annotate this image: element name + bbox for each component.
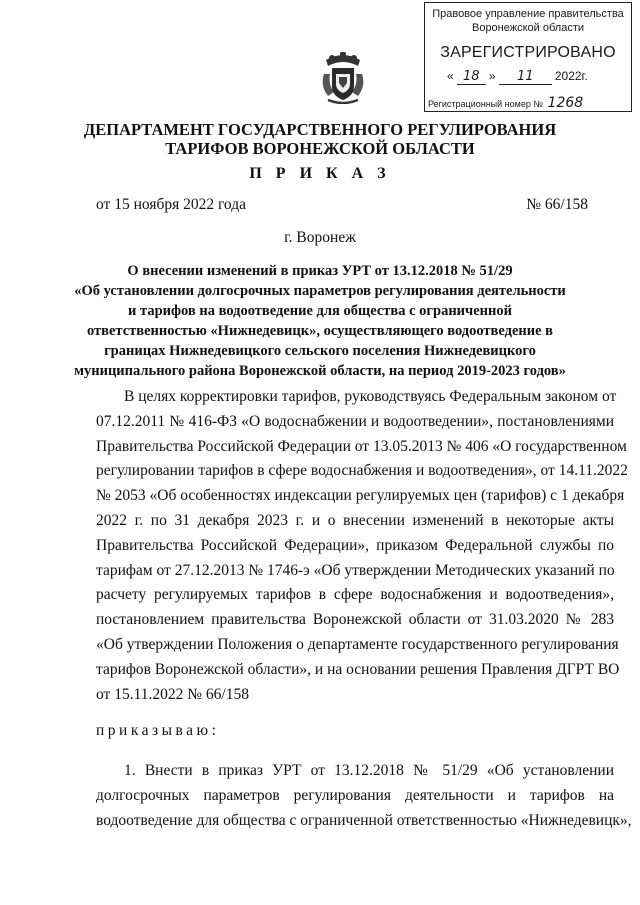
stamp-date <box>447 69 588 84</box>
department-title-line1: ДЕПАРТАМЕНТ ГОСУДАРСТВЕННОГО РЕГУЛИРОВАНИЯ <box>83 120 557 139</box>
preamble-paragraph <box>96 385 628 707</box>
department-title-line2: ТАРИФОВ ВОРОНЕЖСКОЙ ОБЛАСТИ <box>165 139 475 158</box>
stamp-registration-number <box>428 95 583 111</box>
body-line: тарифам от 27.12.2013 № 1746-э «Об утверждении Методических указаний по <box>96 561 615 579</box>
item-line: 1. Внести в приказ УРТ от 13.12.2018 № 51/29 «Об установлении <box>124 762 614 779</box>
subject-line: границах Нижнедевицкого сельского поселения Нижнедевицкого <box>104 343 536 359</box>
order-date: от 15 ноября 2022 года <box>96 196 247 213</box>
body-line: В целях корректировки тарифов, руководствуясь Федеральным законом от <box>124 388 617 405</box>
stamp-region: Воронежской области <box>471 22 584 34</box>
stamp-registered: ЗАРЕГИСТРИРОВАНО <box>440 44 616 61</box>
stamp-date-open-quote: « <box>447 69 454 83</box>
stamp-month: 11 <box>499 69 552 85</box>
body-line: от 15.11.2022 № 66/158 <box>96 685 249 703</box>
body-line: постановлением правительства Воронежской области от 31.03.2020 № 283 <box>96 611 614 629</box>
coat-of-arms-icon <box>320 52 366 104</box>
item-line: долгосрочных параметров регулирования деятельности и тарифов на <box>96 786 614 804</box>
body-line: Правительства Российской Федерации от 13.05.2013 № 406 «О государственном <box>96 437 627 455</box>
stamp-date-close-quote: » <box>488 69 496 83</box>
subject-line: и тарифов на водоотведение для общества с ограниченной <box>128 303 512 319</box>
order-city: г. Воронеж <box>284 229 356 246</box>
body-line: регулировании тарифов в сфере водоснабжения и водоотведения», от 14.11.2022 <box>96 462 628 480</box>
subject-line: ответственностью «Нижнедевицк», осуществляющего водоотведение в <box>86 323 554 339</box>
body-line: расчету регулируемых тарифов в сфере водоснабжения и водоотведения», <box>96 586 614 604</box>
stamp-reg-number: 1268 <box>547 95 584 111</box>
item-line: водоотведение для общества с ограниченной ответственностью «Нижнедевицк», <box>96 811 632 829</box>
stamp-year: 2022г. <box>554 69 588 83</box>
order-item-1 <box>96 759 632 833</box>
stamp-reg-label: Регистрационный номер № <box>428 99 544 109</box>
stamp-office: Правовое управление правительства <box>432 8 624 20</box>
stamp-day: 18 <box>457 69 486 85</box>
order-subject <box>60 261 580 381</box>
body-line: Правительства Российской Федерации», приказом Федеральной службы по <box>96 536 614 554</box>
subject-line: О внесении изменений в приказ УРТ от 13.12.2018 № 51/29 <box>127 263 513 279</box>
order-word: приказываю: <box>96 722 220 739</box>
body-line: тарифов Воронежской области», и на основании решения Правления ДГРТ ВО <box>96 660 620 678</box>
document-type: П Р И К А З <box>249 165 391 182</box>
body-line: № 2053 «Об особенностях индексации регулируемых цен (тарифов) с 1 декабря <box>96 487 625 505</box>
order-number: № 66/158 <box>526 196 588 213</box>
body-line: 2022 г. по 31 декабря 2023 г. и о внесении изменений в некоторые акты <box>96 511 614 529</box>
subject-line: «Об установлении долгосрочных параметров регулирования деятельности <box>74 283 566 299</box>
body-line: 07.12.2011 № 416-ФЗ «О водоснабжении и водоотведении», постановлениями <box>96 412 614 430</box>
subject-line: муниципального района Воронежской области, на период 2019-2023 годов» <box>74 363 566 379</box>
body-line: «Об утверждении Положения о департаменте государственного регулирования <box>96 635 619 653</box>
registration-stamp <box>424 2 632 112</box>
